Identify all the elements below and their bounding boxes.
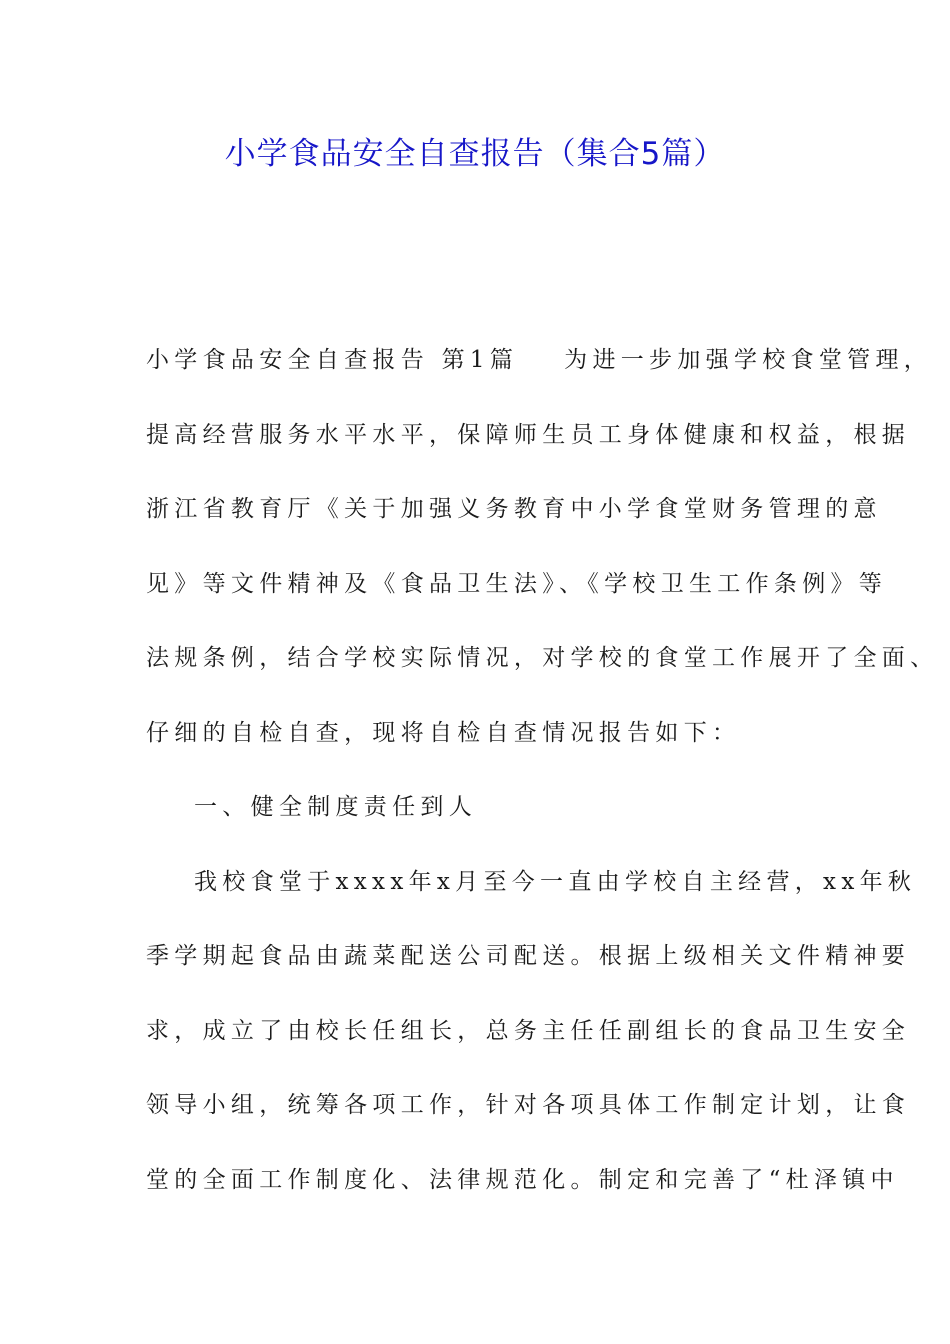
- body-line-5: 法规条例，结合学校实际情况，对学校的食堂工作展开了全面、: [146, 645, 939, 671]
- body-line-4: 见》等文件精神及《食品卫生法》、《学校卫生工作条例》等: [146, 570, 888, 597]
- body-line-1: [146, 340, 933, 415]
- body-line-12: 堂的全面工作制度化、法律规范化。制定和完善了“杜泽镇中: [146, 1166, 899, 1193]
- body-line-text: 为进一步加强学校食堂管理，: [564, 347, 933, 373]
- body-line-6: 仔细的自检自查，现将自检自查情况报告如下：: [146, 719, 741, 746]
- document-title: 小学食品安全自查报告（集合5篇）: [224, 136, 726, 172]
- section-heading-inline: 小学食品安全自查报告 第1篇: [146, 347, 519, 373]
- body-line-2: 提高经营服务水平水平，保障师生员工身体健康和权益，根据: [146, 421, 911, 448]
- body-line-8: 我校食堂于xxxx年x月至今一直由学校自主经营，xx年秋: [194, 868, 917, 895]
- section-heading-1: 一、健全制度责任到人: [194, 794, 477, 820]
- document-body: [146, 340, 939, 1234]
- body-line-3: 浙江省教育厅《关于加强义务教育中小学食堂财务管理的意: [146, 496, 882, 522]
- body-line-11: 领导小组，统筹各项工作，针对各项具体工作制定计划，让食: [146, 1092, 911, 1118]
- body-line-10: 求，成立了由校长任组长，总务主任任副组长的食品卫生安全: [146, 1017, 911, 1044]
- body-line-9: 季学期起食品由蔬菜配送公司配送。根据上级相关文件精神要: [146, 943, 911, 969]
